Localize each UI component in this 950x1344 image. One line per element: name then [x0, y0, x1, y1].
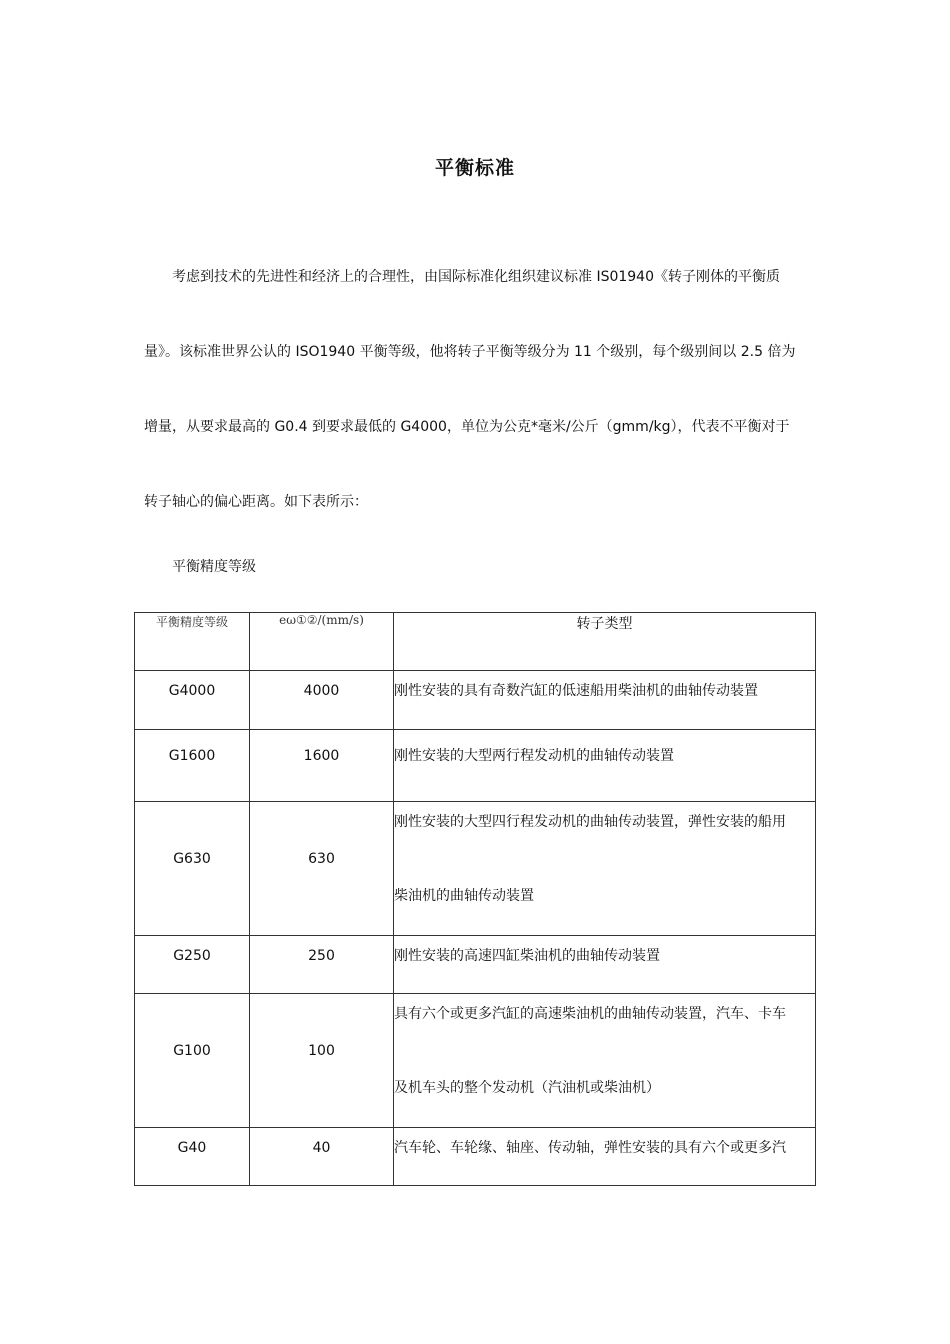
table-header-row [135, 613, 816, 671]
header-grade: 平衡精度等级 [135, 613, 250, 671]
cell-eomega: 250 [250, 936, 394, 994]
cell-rotor-type: 汽车轮、车轮缘、轴座、传动轴，弹性安装的具有六个或更多汽 [394, 1128, 816, 1186]
balance-grade-table [134, 612, 816, 1186]
cell-eomega: 630 [250, 802, 394, 936]
cell-rotor-type: 具有六个或更多汽缸的高速柴油机的曲轴传动装置，汽车、卡车 及机车头的整个发动机（汽油机或柴油机） [394, 994, 816, 1128]
table-caption: 平衡精度等级 [172, 559, 256, 575]
paragraph-line: 增量，从要求最高的 G0.4 到要求最低的 G4000，单位为公克*毫米/公斤（gmm/kg），代表不平衡对于 [144, 419, 790, 435]
paragraph-line: 量》。该标准世界公认的 ISO1940 平衡等级，他将转子平衡等级分为 11 个级别，每个级别间以 2.5 倍为 [144, 344, 796, 360]
cell-eomega: 40 [250, 1128, 394, 1186]
header-rotor-type: 转子类型 [394, 613, 816, 671]
table-row [135, 671, 816, 730]
cell-grade: G40 [135, 1128, 250, 1186]
table-row [135, 936, 816, 994]
document-title: 平衡标准 [434, 157, 515, 179]
header-eomega: eω①②/(mm/s) [250, 613, 394, 671]
cell-rotor-type: 刚性安装的具有奇数汽缸的低速船用柴油机的曲轴传动装置 [394, 671, 816, 730]
cell-rotor-type: 刚性安装的高速四缸柴油机的曲轴传动装置 [394, 936, 816, 994]
paragraph-line: 考虑到技术的先进性和经济上的合理性，由国际标准化组织建议标准 IS01940《转子刚体的平衡质 [172, 269, 780, 285]
cell-grade: G1600 [135, 730, 250, 802]
cell-rotor-type: 刚性安装的大型四行程发动机的曲轴传动装置，弹性安装的船用 柴油机的曲轴传动装置 [394, 802, 816, 936]
table-row [135, 730, 816, 802]
cell-eomega: 4000 [250, 671, 394, 730]
table-row [135, 1128, 816, 1186]
cell-rotor-type: 刚性安装的大型两行程发动机的曲轴传动装置 [394, 730, 816, 802]
table-row [135, 994, 816, 1128]
table-row [135, 802, 816, 936]
paragraph-line: 转子轴心的偏心距离。如下表所示： [144, 494, 368, 510]
cell-grade: G100 [135, 994, 250, 1128]
cell-eomega: 100 [250, 994, 394, 1128]
cell-grade: G630 [135, 802, 250, 936]
cell-grade: G250 [135, 936, 250, 994]
cell-eomega: 1600 [250, 730, 394, 802]
cell-grade: G4000 [135, 671, 250, 730]
